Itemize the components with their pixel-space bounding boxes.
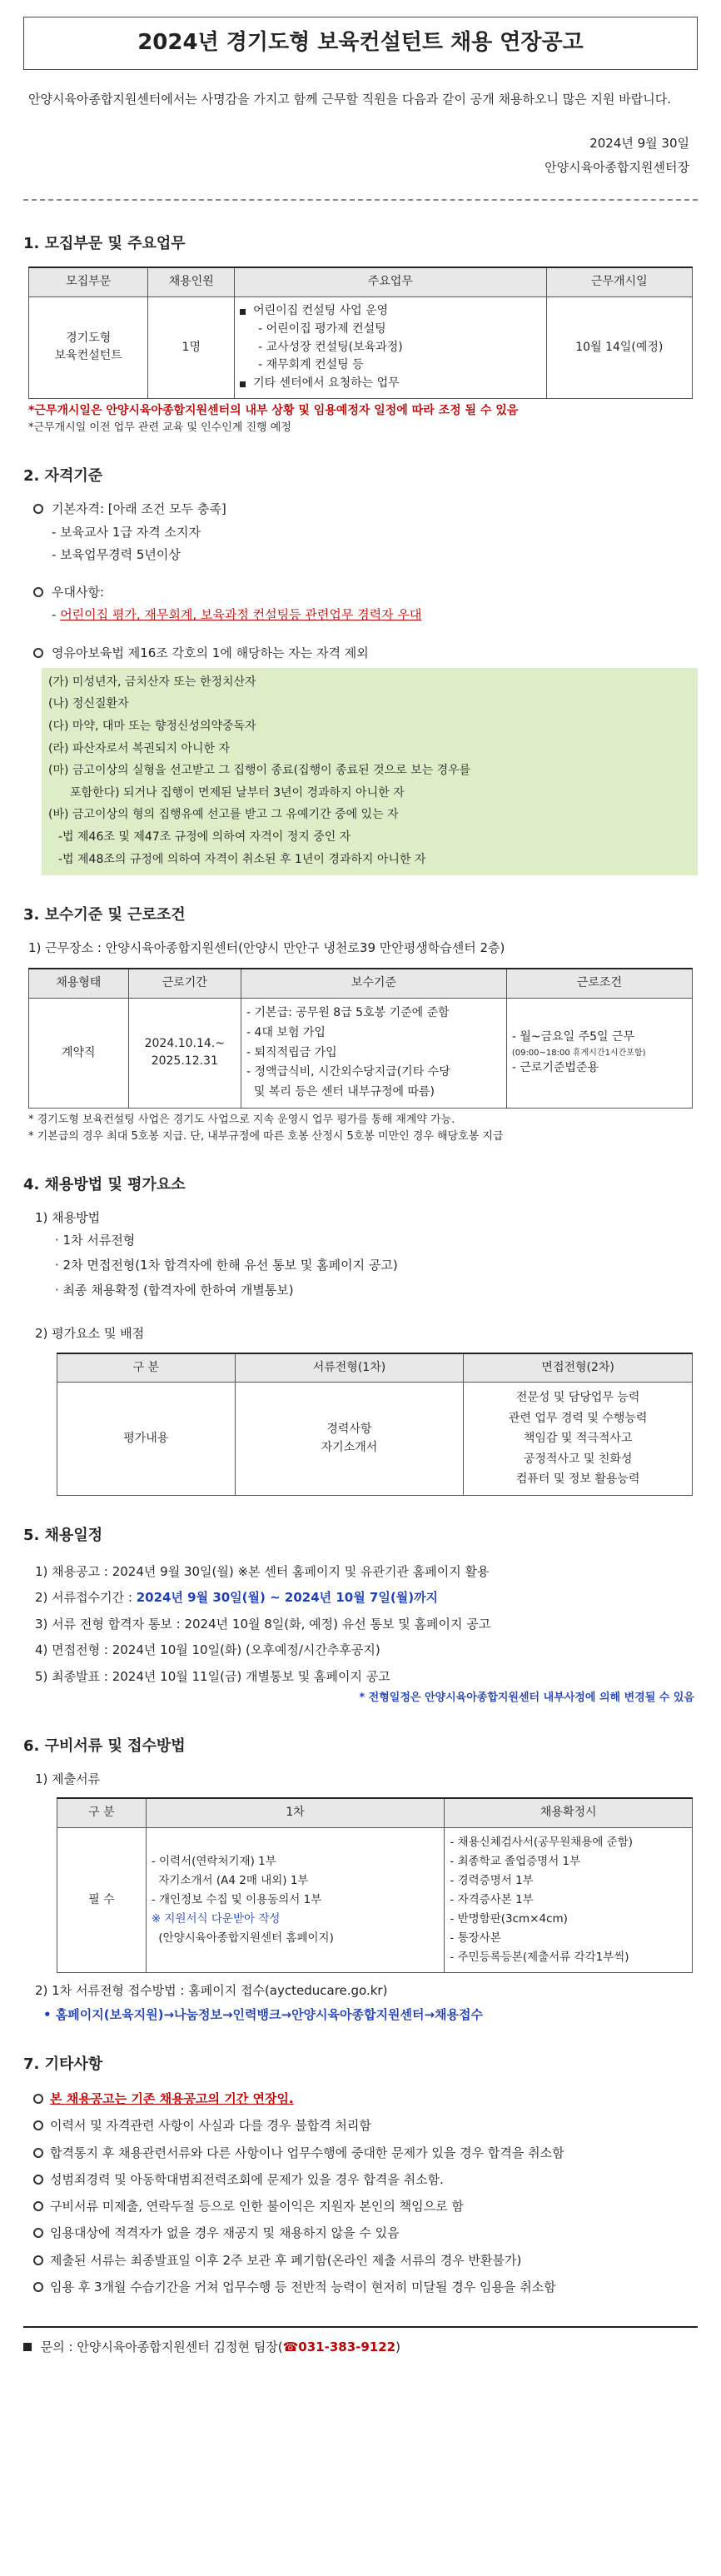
divider bbox=[23, 199, 698, 201]
list-item: 본 채용공고는 기존 채용공고의 기간 연장임. bbox=[23, 2088, 698, 2110]
section-title: 7. 기타사항 bbox=[23, 2055, 103, 2074]
excl-qual: 영유아보육법 제16조 각호의 1에 해당하는 자는 자격 제외 bbox=[33, 644, 698, 663]
circle-icon bbox=[33, 2282, 43, 2292]
note: *근무개시일 이전 업무 관련 교육 및 인수인계 진행 예정 bbox=[28, 421, 291, 435]
list-item: 1) 채용공고 : 2024년 9월 30일(월) ※본 센터 홈페이지 및 유관기관 홈페이지 활용 bbox=[35, 1563, 490, 1579]
table-header: 모집부문 bbox=[29, 267, 148, 296]
table-header: 근로조건 bbox=[506, 969, 692, 998]
announce-date: 2024년 9월 30일 bbox=[589, 136, 689, 152]
documents-table bbox=[57, 1797, 693, 1972]
etc-list bbox=[23, 2088, 698, 2298]
circle-icon bbox=[33, 2120, 43, 2130]
list-item: · 최종 채용확정 (합격자에 한하여 개별통보) bbox=[55, 1283, 294, 1298]
list-item: 및 복리 등은 센터 내부규정에 따름) bbox=[246, 1085, 435, 1099]
doc-label: 1) 제출서류 bbox=[35, 1771, 101, 1787]
exclusion-box bbox=[42, 668, 698, 875]
recruit-table bbox=[28, 267, 693, 398]
table-header: 1차 bbox=[146, 1798, 445, 1827]
section-schedule bbox=[23, 1524, 698, 1707]
doc-row-label: 필 수 bbox=[57, 1828, 147, 1973]
list-item: 임용대상에 적격자가 없을 경우 재공지 및 채용하지 않을 수 있음 bbox=[23, 2222, 698, 2244]
circle-icon bbox=[33, 2094, 43, 2104]
list-item: - 교사성장 컨설팅(보육과정) bbox=[258, 340, 403, 354]
list-item: - 보육업무경력 5년이상 bbox=[52, 546, 181, 562]
section-recruit bbox=[23, 232, 698, 437]
list-item: 포함한다) 되거나 집행이 면제된 날부터 3년이 경과하지 아니한 자 bbox=[70, 785, 405, 800]
list-item: (마) 금고이상의 실형을 선고받고 그 집행이 종료(집행이 종료된 것으로 보는 경우를 bbox=[48, 764, 471, 778]
note-red: *근무개시일은 안양시육아종합지원센터의 내부 상황 및 임용예정자 일정에 따라 조정 될 수 있음 bbox=[28, 403, 519, 417]
method-list bbox=[23, 1228, 698, 1303]
list-item: (다) 마약, 대마 또는 향정신성의약중독자 bbox=[48, 719, 256, 733]
section-etc bbox=[23, 2053, 698, 2298]
table-header: 채용확정시 bbox=[445, 1798, 693, 1827]
section-title: 6. 구비서류 및 접수방법 bbox=[23, 1737, 186, 1756]
submit-path: • 홈페이지(보육지원)→나눔정보→인력뱅크→안양시육아종합지원센터→채용접수 bbox=[43, 2006, 483, 2022]
circle-icon bbox=[33, 504, 43, 514]
list-item: (나) 정신질환자 bbox=[48, 697, 129, 711]
list-item: 성범죄경력 및 아동학대범죄전력조회에 문제가 있을 경우 합격을 취소함. bbox=[23, 2169, 698, 2190]
doc-cell: 경력사항 자기소개서 bbox=[235, 1383, 464, 1496]
circle-icon bbox=[33, 2228, 43, 2238]
table-header: 근로기간 bbox=[128, 969, 241, 998]
period-cell: 2024.10.14.~ 2025.12.31 bbox=[128, 998, 241, 1108]
org-name: 안양시육아종합지원센터장 bbox=[544, 160, 689, 176]
table-header: 구 분 bbox=[57, 1353, 236, 1383]
table-header: 보수기준 bbox=[241, 969, 507, 998]
eval-row-label: 평가내용 bbox=[57, 1383, 236, 1496]
list-item: - 근로기준법준용 bbox=[511, 1061, 599, 1075]
list-item: - 월~금요일 주5일 근무 bbox=[511, 1030, 635, 1044]
note: * 경기도형 보육컨설팅 사업은 경기도 사업으로 지속 운영시 업무 평가를 통해 재계약 가능. bbox=[28, 1113, 455, 1126]
pref-item: - 어린이집 평가, 재무회계, 보육과정 컨설팅등 관련업무 경력자 우대 bbox=[52, 607, 422, 623]
intro-text: 안양시육아종합지원센터에서는 사명감을 가지고 함께 근무할 직원을 다음과 같이 공개 채용하오니 많은 지원 바랍니다. bbox=[28, 92, 671, 107]
circle-icon bbox=[33, 2255, 43, 2265]
section-title: 3. 보수기준 및 근로조건 bbox=[23, 906, 186, 924]
note: * 기본급의 경우 최대 5호봉 지급. 단, 내부규정에 따른 호봉 산정시 5호봉 미만인 경우 해당호봉 지급 bbox=[28, 1130, 504, 1144]
list-item: -법 제46조 및 제47조 규정에 의하여 자격이 정지 중인 자 bbox=[58, 830, 351, 844]
list-item: (라) 파산자로서 복권되지 아니한 자 bbox=[48, 741, 231, 755]
list-item: - 기본급: 공무원 8급 5호봉 기준에 준함 bbox=[246, 1005, 450, 1019]
section-title: 5. 채용일정 bbox=[23, 1526, 103, 1544]
table-header: 채용형태 bbox=[29, 969, 129, 998]
page-title: 2024년 경기도형 보육컨설턴트 채용 연장공고 bbox=[23, 17, 698, 70]
list-item: 합격통지 후 채용관련서류와 다른 사항이나 업무수행에 중대한 문제가 있을 경우 합격을 취소함 bbox=[23, 2142, 698, 2164]
list-item: 2) 서류접수기간 : 2024년 9월 30일(월) ~ 2024년 10월 7일(월)까지 bbox=[35, 1590, 439, 1606]
submit-method: 2) 1차 서류전형 접수방법 : 홈페이지 접수(aycteducare.go.kr) bbox=[35, 1982, 388, 1998]
section-qualification bbox=[23, 465, 698, 875]
start-cell: 10월 14일(예정) bbox=[546, 297, 692, 398]
circle-icon bbox=[33, 587, 43, 597]
section-documents bbox=[23, 1735, 698, 2025]
pay-table bbox=[28, 968, 693, 1109]
section-title: 1. 모집부문 및 주요업무 bbox=[23, 234, 186, 252]
pref-qual: 우대사항: bbox=[33, 583, 698, 602]
table-header: 채용인원 bbox=[148, 267, 235, 296]
pay-cell bbox=[241, 998, 507, 1108]
list-item: - 정액급식비, 시간외수당지급(기타 수당 bbox=[246, 1065, 450, 1079]
list-item: - 퇴직적립금 가입 bbox=[246, 1045, 337, 1059]
work-place: 1) 근무장소 : 안양시육아종합지원센터(안양시 만안구 냉천로39 만안평생학습센터 2층) bbox=[28, 940, 505, 956]
dept-cell: 경기도형 보육컨설턴트 bbox=[29, 297, 148, 398]
table-header: 구 분 bbox=[57, 1798, 147, 1827]
eval-table bbox=[57, 1353, 693, 1496]
table-header: 주요업무 bbox=[235, 267, 547, 296]
table-header: 면접전형(2차) bbox=[464, 1353, 693, 1383]
type-cell: 계약직 bbox=[29, 998, 129, 1108]
circle-icon bbox=[33, 2201, 43, 2211]
basic-qual: 기본자격: [아래 조건 모두 충족] bbox=[33, 500, 698, 519]
list-item: - 보육교사 1급 자격 소지자 bbox=[52, 524, 201, 540]
date-block bbox=[23, 132, 698, 181]
list-item: - 어린이집 평가제 컨설팅 bbox=[258, 321, 386, 336]
contact-footer: 문의 : 안양시육아종합지원센터 김정현 팀장(☎031-383-9122) bbox=[23, 2326, 698, 2357]
list-item: 이력서 및 자격관련 사항이 사실과 다를 경우 불합격 처리함 bbox=[23, 2115, 698, 2136]
list-item: 어린이집 컨설팅 사업 운영 bbox=[240, 302, 541, 321]
section-title: 2. 자격기준 bbox=[23, 467, 103, 486]
section-method bbox=[23, 1173, 698, 1496]
method-label: 1) 채용방법 bbox=[35, 1210, 101, 1226]
list-item: 구비서류 미제출, 연락두절 등으로 인한 불이익은 지원자 본인의 책임으로 함 bbox=[23, 2195, 698, 2217]
cond-cell bbox=[506, 998, 692, 1108]
circle-icon bbox=[33, 648, 43, 658]
confirm-docs-cell: - 채용신체검사서(공무원채용에 준함) - 최종학교 졸업증명서 1부 - 경력증명서 1부 - 자격증사본 1부 - 반명함판(3cm×4cm) - 통장사본 - 주민등록등본(제출서류 각각1부씩) bbox=[445, 1828, 693, 1973]
list-item: 기타 센터에서 요청하는 업무 bbox=[240, 375, 541, 393]
list-item: 3) 서류 전형 합격자 통보 : 2024년 10월 8일(화, 예정) 유선 통보 및 홈페이지 공고 bbox=[35, 1616, 491, 1632]
interview-cell: 전문성 및 담당업무 능력 관련 업무 경력 및 수행능력 책임감 및 적극적사고 공정적사고 및 친화성 컴퓨터 및 정보 활용능력 bbox=[464, 1383, 693, 1496]
circle-icon bbox=[33, 2175, 43, 2185]
list-item: 제출된 서류는 최종발표일 이후 2주 보관 후 폐기함(온라인 제출 서류의 경우 반환불가) bbox=[23, 2250, 698, 2271]
list-item: (바) 금고이상의 형의 집행유예 선고를 받고 그 유예기간 중에 있는 자 bbox=[48, 808, 399, 822]
list-item: (가) 미성년자, 금치산자 또는 한정치산자 bbox=[48, 675, 256, 689]
phone-number: ☎031-383-9122 bbox=[282, 2339, 396, 2355]
table-header: 근무개시일 bbox=[546, 267, 692, 296]
square-bullet-icon bbox=[23, 2343, 32, 2351]
table-header: 서류전형(1차) bbox=[235, 1353, 464, 1383]
note-blue: * 전형일정은 안양시육아종합지원센터 내부사정에 의해 변경될 수 있음 bbox=[359, 1692, 694, 1705]
list-item: · 2차 면접전형(1차 합격자에 한해 유선 통보 및 홈페이지 공고) bbox=[55, 1258, 398, 1273]
eval-label: 2) 평가요소 및 배점 bbox=[35, 1326, 145, 1342]
list-item: 5) 최종발표 : 2024년 10월 11일(금) 개별통보 및 홈페이지 공고 bbox=[35, 1668, 390, 1684]
duties-cell bbox=[235, 297, 547, 398]
section-title: 4. 채용방법 및 평가요소 bbox=[23, 1176, 186, 1194]
list-item: · 1차 서류전형 bbox=[55, 1233, 136, 1248]
list-item: 임용 후 3개월 수습기간을 거쳐 업무수행 등 전반적 능력이 현저히 미달될 경우 임용을 취소함 bbox=[23, 2276, 698, 2298]
first-docs-cell: - 이력서(연락처기재) 1부 자기소개서 (A4 2매 내외) 1부 - 개인정보 수집 및 이용동의서 1부 ※ 지원서식 다운받아 작성 (안양시육아종합지원센터 홈페이지) bbox=[146, 1828, 445, 1973]
circle-icon bbox=[33, 2148, 43, 2158]
list-item: 4) 면접전형 : 2024년 10월 10일(화) (오후예정/시간추후공지) bbox=[35, 1642, 380, 1658]
list-item: (09:00~18:00 휴게시간1시간포함) bbox=[511, 1048, 646, 1058]
list-item: -법 제48조의 규정에 의하여 자격이 취소된 후 1년이 경과하지 아니한 자 bbox=[58, 852, 426, 866]
section-pay bbox=[23, 904, 698, 1145]
count-cell: 1명 bbox=[148, 297, 235, 398]
list-item: - 재무회계 컨설팅 등 bbox=[258, 358, 364, 372]
list-item: - 4대 보험 가입 bbox=[246, 1025, 326, 1039]
